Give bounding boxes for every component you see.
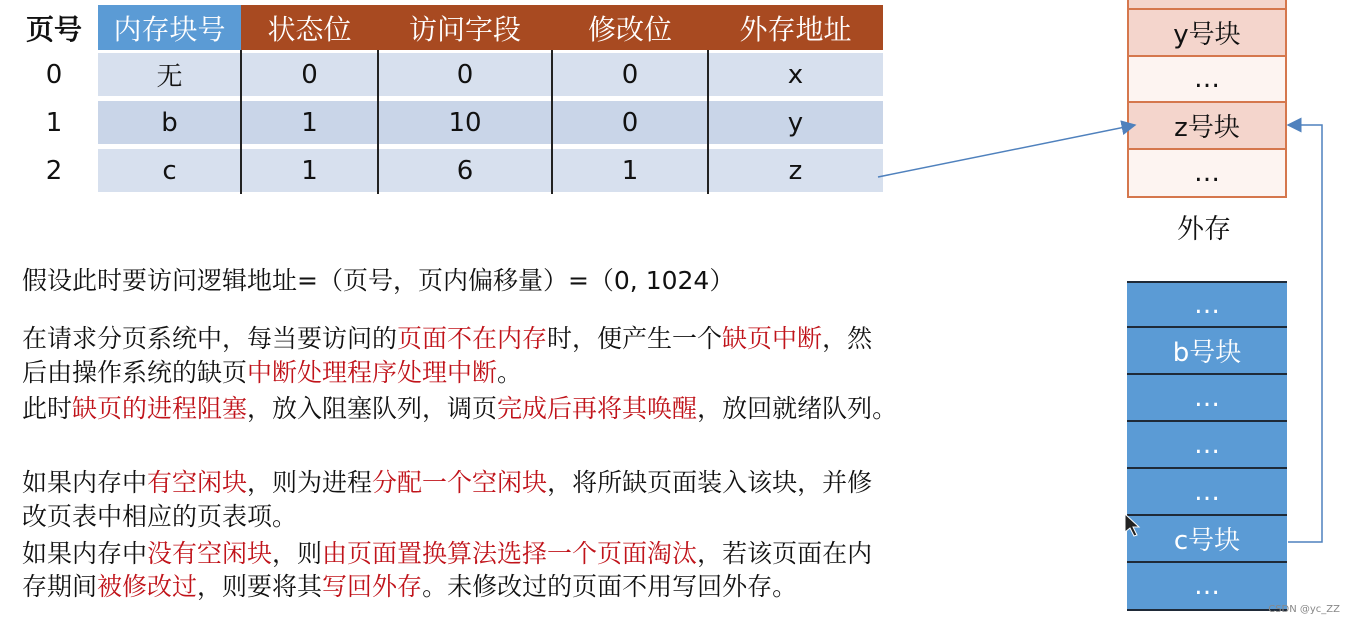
table-cell: 0 (552, 53, 708, 96)
table-cell: 1 (241, 149, 378, 192)
table-cell: y (708, 101, 883, 144)
ext-block-ellipsis: … (1127, 57, 1287, 103)
mem-block-ellipsis: … (1127, 469, 1287, 516)
table-cell: 10 (378, 101, 552, 144)
table-cell: c (98, 149, 241, 192)
arrow-c-to-external (1288, 125, 1322, 542)
table-cell: 无 (98, 53, 241, 96)
paragraph-line: 如果内存中没有空闲块，则由页面置换算法选择一个页面淘汰，若该页面在内 (22, 539, 873, 568)
ext-block-y: y号块 (1127, 10, 1287, 57)
external-storage-caption: 外存 (1177, 214, 1231, 245)
table-cell: 6 (378, 149, 552, 192)
mem-block-ellipsis: … (1127, 563, 1287, 611)
table-cell: 0 (552, 101, 708, 144)
ext-block-z: z号块 (1127, 103, 1287, 150)
col-header-memory-block: 内存块号 (98, 5, 241, 50)
table-cell: b (98, 101, 241, 144)
paragraph-line: 如果内存中有空闲块，则为进程分配一个空闲块，将所缺页面装入该块，并修 (22, 468, 873, 497)
page-number-2: 2 (45, 155, 63, 186)
table-cell: z (708, 149, 883, 192)
mem-block-ellipsis: … (1127, 375, 1287, 422)
paragraph-line: 在请求分页系统中，每当要访问的页面不在内存时，便产生一个缺页中断，然 (22, 324, 873, 353)
logical-address-line: 假设此时要访问逻辑地址=（页号，页内偏移量）=（0, 1024） (22, 266, 735, 295)
arrow-z-to-external (878, 125, 1135, 177)
col-header-status-bit: 状态位 (241, 5, 378, 50)
paragraph-line: 后由操作系统的缺页中断处理程序处理中断。 (22, 358, 523, 387)
col-header-modify-bit: 修改位 (552, 5, 708, 50)
page-number-0: 0 (45, 59, 63, 90)
table-cell: 0 (241, 53, 378, 96)
col-header-external-address: 外存地址 (708, 5, 883, 50)
table-cell: 1 (552, 149, 708, 192)
page-number-header: 页号 (25, 12, 82, 46)
watermark: CSDN @yc_ZZ (1268, 604, 1340, 615)
col-header-access-field: 访问字段 (378, 5, 552, 50)
mem-block-ellipsis: … (1127, 281, 1287, 328)
paragraph-line: 此时缺页的进程阻塞，放入阻塞队列，调页完成后再将其唤醒，放回就绪队列。 (22, 394, 898, 423)
ext-block-ellipsis: … (1127, 150, 1287, 198)
table-cell: x (708, 53, 883, 96)
mouse-cursor-icon (1125, 514, 1139, 536)
mem-block-b: b号块 (1127, 328, 1287, 375)
paragraph-line: 存期间被修改过，则要将其写回外存。未修改过的页面不用写回外存。 (22, 572, 798, 601)
mem-block-c: c号块 (1127, 516, 1287, 563)
table-cell: 0 (378, 53, 552, 96)
mem-block-ellipsis: … (1127, 422, 1287, 469)
page-number-1: 1 (45, 107, 63, 138)
table-cell: 1 (241, 101, 378, 144)
paragraph-line: 改页表中相应的页表项。 (22, 502, 298, 531)
